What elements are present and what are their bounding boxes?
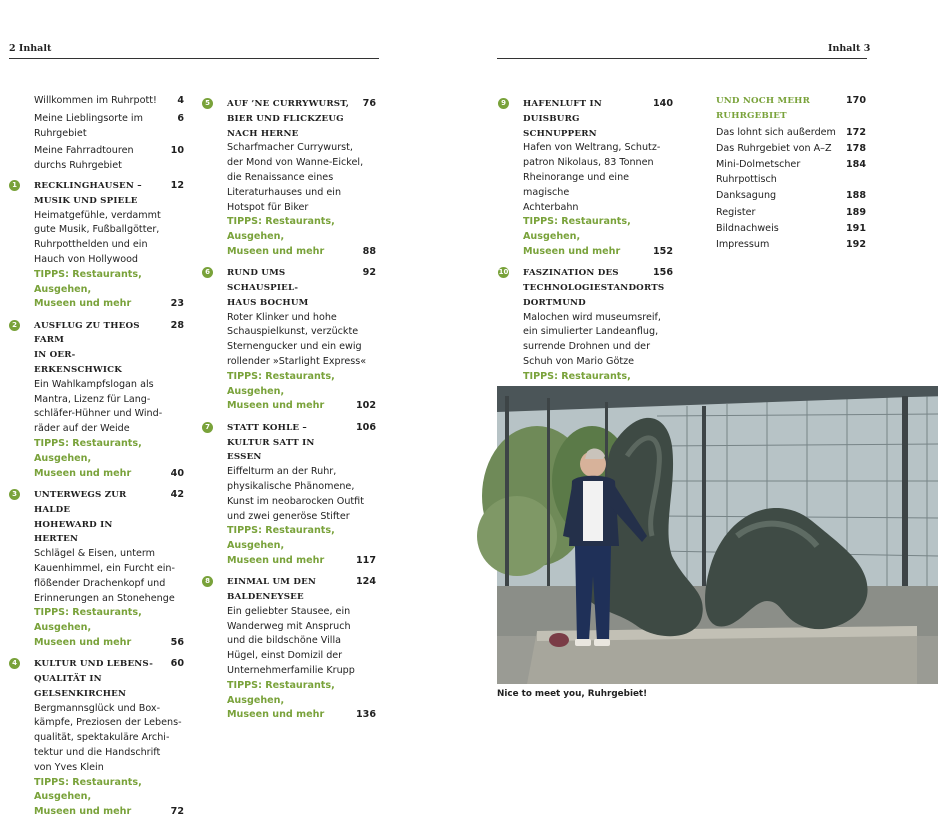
appendix-heading-entry[interactable]: [716, 94, 866, 124]
chapter-number-badge: 6: [202, 267, 213, 278]
header-rule-right: [497, 58, 867, 59]
chapter-page: 12: [170, 179, 184, 191]
chapter-entry[interactable]: [12, 657, 184, 820]
chapter-description: Ein geliebter Stausee, ein Wanderweg mit Anspruch und die bildschöne Villa Hügel, einst Domizil der Unternehmerfamilie Krupp: [227, 605, 355, 676]
tips-label: TIPPS: Restaurants, Ausgehen, Museen und mehr: [523, 216, 631, 257]
toc-entry[interactable]: [716, 238, 866, 253]
toc-column-2: [205, 97, 376, 730]
toc-column-3: [498, 97, 673, 421]
chapter-entry[interactable]: [205, 266, 376, 414]
chapter-entry[interactable]: [12, 179, 184, 312]
tips-page: 40: [170, 467, 184, 479]
photo-caption: Nice to meet you, Ruhrgebiet!: [497, 689, 648, 699]
chapter-description: Malochen wird museumsreif, ein simulierter Landeanflug, surrende Drohnen und der Schuh von Mario Götze: [523, 311, 661, 368]
toc-entry-title: Meine Fahrradtouren durchs Ruhrgebiet: [34, 145, 134, 172]
tips-label: TIPPS: Restaurants, Ausgehen, Museen und mehr: [34, 607, 142, 648]
chapter-description: Ein Wahlkampfslogan als Mantra, Lizenz für Lang- schläfer-Hühner und Wind- räder auf der Weide: [34, 378, 163, 435]
chapter-title: AUSFLUG ZU THEOS FARM IN OER-ERKENSCHWICK: [34, 320, 140, 376]
tips-label: TIPPS: Restaurants, Ausgehen, Museen und mehr: [34, 268, 142, 310]
chapter-page: 106: [355, 421, 376, 433]
chapter-number-badge: 5: [202, 98, 213, 109]
toc-column-4: [716, 94, 866, 254]
chapter-number-badge: 9: [498, 98, 509, 109]
toc-entry-page: 189: [845, 206, 866, 218]
chapter-tips: [34, 776, 184, 820]
toc-entry[interactable]: [716, 126, 866, 141]
chapter-tips: [34, 268, 184, 312]
tips-label: TIPPS: Restaurants, Ausgehen, Museen und mehr: [227, 370, 335, 412]
chapter-number-badge: 10: [498, 268, 509, 277]
chapter-entry[interactable]: [205, 575, 376, 723]
tips-label: TIPPS: Restaurants, Ausgehen, Museen und mehr: [227, 679, 335, 721]
chapter-page: 124: [355, 576, 376, 588]
toc-entry-title: Meine Lieblingsorte im Ruhrgebiet: [34, 112, 143, 139]
toc-entry-title: Register: [716, 206, 756, 218]
toc-entry[interactable]: [34, 144, 184, 174]
chapter-number-badge: 3: [9, 489, 20, 500]
toc-entry-title: Willkommen im Ruhrpott!: [34, 95, 157, 106]
chapter-description: Heimatgefühle, verdammt gute Musik, Fußballgötter, Ruhrpotthelden und ein Hauch von Hollywood: [34, 209, 161, 265]
chapter-entry[interactable]: [205, 421, 376, 569]
chapter-tips: [227, 215, 376, 259]
toc-entry[interactable]: [34, 112, 184, 142]
chapter-title: KULTUR UND LEBENS- QUALITÄT IN GELSENKIRCHEN: [34, 659, 154, 699]
toc-entry-page: 188: [845, 190, 866, 202]
toc-entry-title: Das Ruhrgebiet von A–Z: [716, 142, 832, 154]
toc-entry-page: 178: [845, 142, 866, 154]
toc-entry-page: 172: [845, 126, 866, 138]
chapter-tips: [523, 215, 673, 259]
toc-entry-page: 4: [177, 95, 184, 106]
tips-page: 102: [355, 400, 376, 412]
toc-entry-page: 10: [170, 145, 184, 157]
chapter-number-badge: 2: [9, 320, 20, 331]
chapter-title: FASZINATION DES TECHNOLOGIESTANDORTS DORTMUND: [523, 268, 665, 308]
tips-page: 117: [355, 554, 376, 566]
tips-label: TIPPS: Restaurants, Ausgehen, Museen und mehr: [34, 776, 142, 818]
toc-entry-page: 192: [845, 239, 866, 251]
tips-label: TIPPS: Restaurants,: [523, 370, 631, 382]
chapter-page: 60: [170, 658, 184, 670]
page-header-left: 2 Inhalt: [9, 43, 52, 54]
chapter-description: Hafen von Weltrang, Schutz- patron Nikolaus, 83 Tonnen Rheinorange und eine magische Achterbahn: [523, 142, 661, 213]
chapter-title: AUF ’NE CURRYWURST, BIER UND FLICKZEUG NACH HERNE: [227, 99, 350, 139]
toc-entry[interactable]: [716, 189, 866, 204]
chapter-tips: [227, 524, 376, 568]
chapter-description: Roter Klinker und hohe Schauspielkunst, verzückte Sternengucker und ein ewig rollender »Starlight Express«: [227, 311, 367, 368]
chapter-page: 42: [170, 488, 184, 500]
chapter-page: 140: [652, 98, 673, 109]
chapter-tips: [227, 370, 376, 414]
chapter-number-badge: 7: [202, 422, 213, 433]
toc-entry-title: Bildnachweis: [716, 222, 779, 234]
chapter-number-badge: 4: [9, 658, 20, 669]
chapter-tips: [227, 679, 376, 723]
tips-page: 72: [170, 806, 184, 818]
chapter-page: 92: [362, 267, 376, 279]
chapter-number-badge: 8: [202, 576, 213, 587]
tips-page: 23: [170, 298, 184, 310]
toc-entry[interactable]: [716, 222, 866, 237]
toc-entry[interactable]: [34, 94, 184, 109]
toc-column-1: [12, 94, 184, 826]
chapter-entry[interactable]: [205, 97, 376, 260]
header-rule-left: [9, 58, 379, 59]
chapter-page: 28: [170, 319, 184, 331]
sculpture-photo: [497, 386, 938, 684]
tips-label: TIPPS: Restaurants, Ausgehen, Museen und mehr: [227, 216, 335, 257]
tips-page: 56: [170, 636, 184, 648]
toc-entry-page: 6: [177, 112, 184, 124]
toc-entry[interactable]: [716, 206, 866, 221]
chapter-description: Schlägel & Eisen, unterm Kauenhimmel, ein Furcht ein- flößender Drachenkopf und Erinnerungen an Stonehenge: [34, 548, 175, 604]
chapter-description: Scharfmacher Currywurst, der Mond von Wanne-Eickel, die Renaissance eines Literaturhauses und ein Hotspot für Biker: [227, 142, 364, 213]
chapter-entry[interactable]: [12, 319, 184, 482]
chapter-description: Bergmannsglück und Box- kämpfe, Preziosen der Lebens- qualität, spektakuläre Archi- tektur und die Handschrift von Yves Klein: [34, 702, 182, 773]
chapter-number-badge: 1: [9, 180, 20, 191]
toc-entry-page: 191: [845, 222, 866, 234]
chapter-title: STATT KOHLE – KULTUR SATT IN ESSEN: [227, 422, 315, 463]
appendix-heading: UND NOCH MEHR RUHRGEBIET: [716, 96, 810, 121]
page-header-right: Inhalt 3: [828, 43, 871, 54]
tips-page: 136: [355, 709, 376, 721]
toc-entry-title: Danksagung: [716, 190, 777, 202]
toc-entry-title: Impressum: [716, 239, 770, 251]
tips-label: TIPPS: Restaurants, Ausgehen, Museen und mehr: [227, 525, 335, 566]
toc-entry-title: Mini-Dolmetscher Ruhrpottisch: [716, 159, 801, 185]
chapter-entry[interactable]: [12, 488, 184, 651]
tips-page: 152: [652, 245, 673, 257]
appendix-heading-page: 170: [845, 95, 866, 106]
tips-page: 88: [362, 245, 376, 257]
chapter-title: HAFENLUFT IN DUISBURG SCHNUPPERN: [523, 99, 602, 139]
chapter-tips: [34, 606, 184, 650]
toc-entry-page: 184: [845, 159, 866, 171]
chapter-entry[interactable]: [501, 97, 673, 260]
toc-entry[interactable]: [716, 158, 866, 188]
chapter-tips: [34, 437, 184, 481]
chapter-title: RUND UMS SCHAUSPIEL- HAUS BOCHUM: [227, 268, 309, 308]
chapter-title: RECKLINGHAUSEN – MUSIK UND SPIELE: [34, 180, 142, 206]
toc-entry[interactable]: [716, 142, 866, 157]
chapter-page: 76: [362, 98, 376, 109]
chapter-description: Eiffelturm an der Ruhr, physikalische Phänomene, Kunst im neobarocken Outfit und zwei generöse Stifter: [227, 466, 364, 522]
chapter-title: EINMAL UM DEN BALDENEYSEE: [227, 577, 317, 602]
chapter-title: UNTERWEGS ZUR HALDE HOHEWARD IN HERTEN: [34, 489, 127, 545]
tips-label: TIPPS: Restaurants, Ausgehen, Museen und mehr: [34, 438, 142, 479]
toc-entry-title: Das lohnt sich außerdem: [716, 126, 836, 138]
chapter-page: 156: [652, 267, 673, 279]
